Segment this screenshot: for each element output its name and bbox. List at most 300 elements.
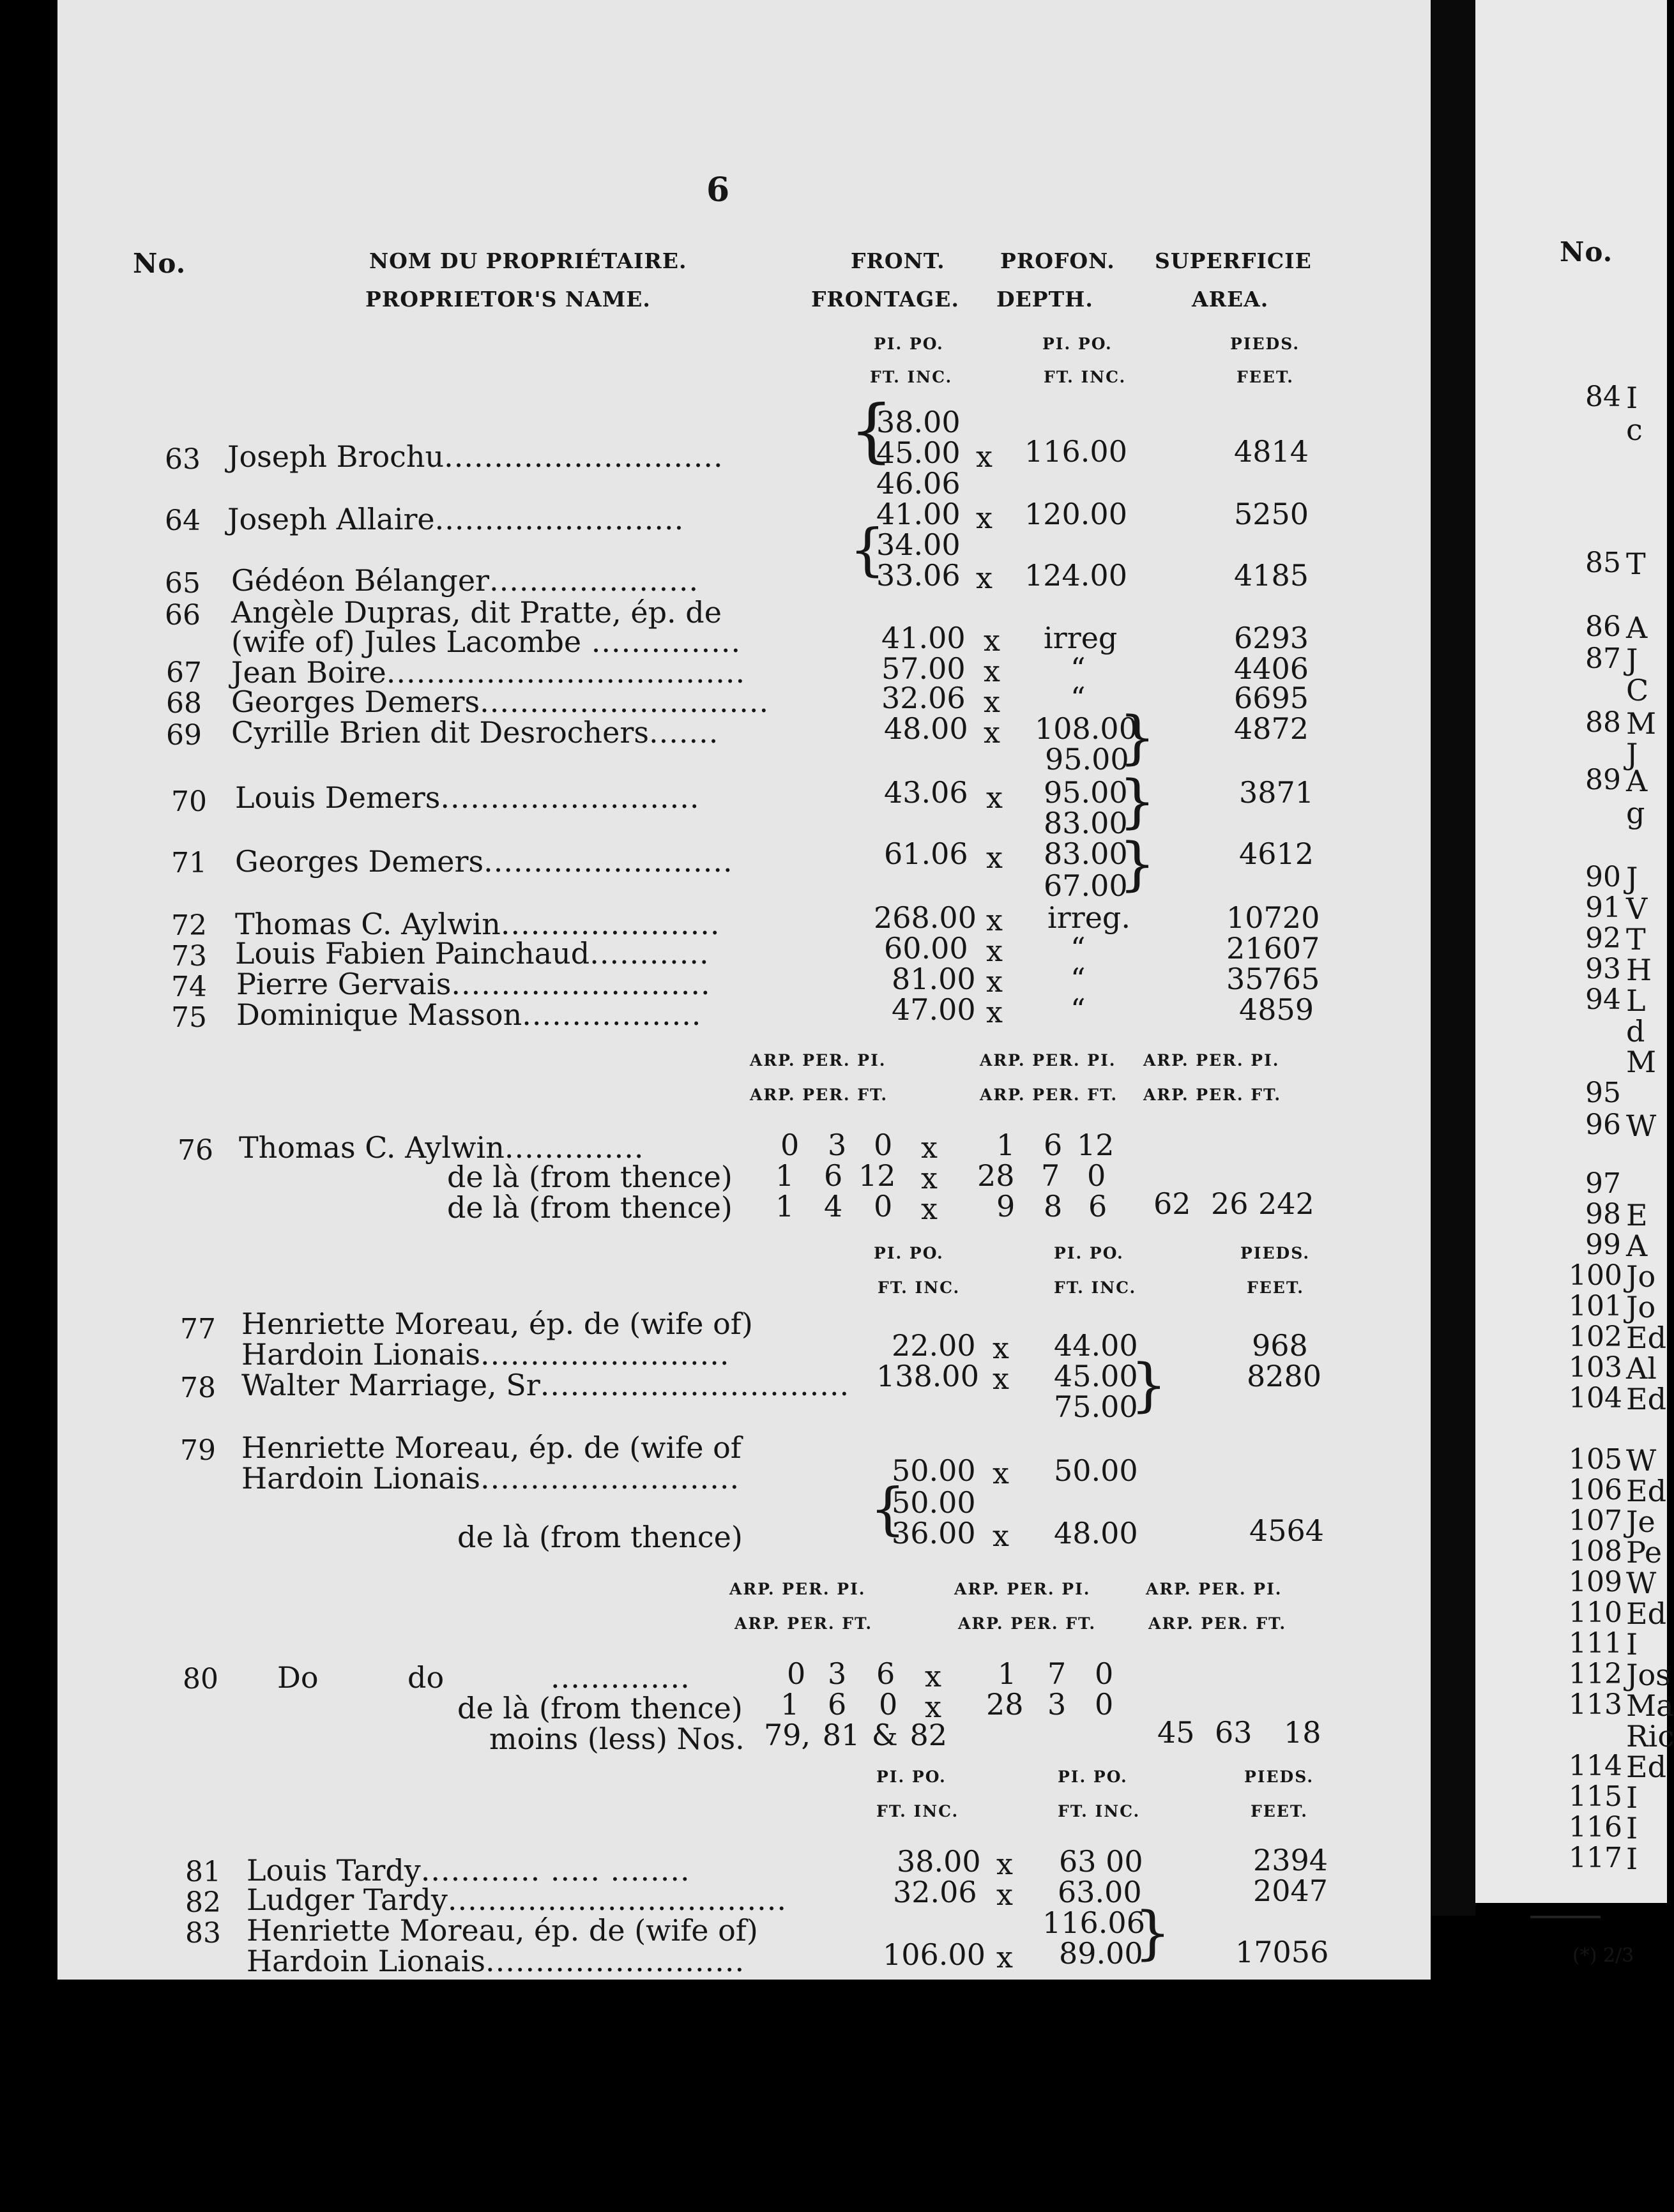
right-lot-number: 85 <box>1585 547 1621 579</box>
proprietor-name: Henriette Moreau, ép. de (wife of) <box>247 1913 758 1948</box>
unit-arpent-fr: ARP. PER. PI. <box>954 1580 1091 1598</box>
unit-arpent-fr: ARP. PER. PI. <box>1143 1051 1280 1070</box>
perch-value: 6 <box>1044 1128 1063 1162</box>
feet-value: 0 <box>1095 1687 1114 1722</box>
times-sign: x <box>925 1659 941 1693</box>
proprietor-name: Joseph Allaire......................... <box>227 502 685 536</box>
arpent-value: 1 <box>998 1656 1017 1691</box>
footnote: (*) 2/3 <box>1572 1944 1634 1967</box>
lot-number: 77 <box>180 1313 216 1345</box>
perch-value: 6 <box>824 1158 843 1193</box>
area-value: 4859 <box>1239 992 1314 1027</box>
area-value: 6293 <box>1234 621 1309 655</box>
right-name-fragment: I <box>1626 1811 1638 1845</box>
right-name-fragment: Al <box>1626 1351 1657 1386</box>
area-value: 35765 <box>1226 962 1320 996</box>
perch-value: 7 <box>1047 1656 1067 1691</box>
header-area-fr: SUPERFICIE <box>1155 248 1312 273</box>
right-lot-number: 101 <box>1569 1290 1622 1322</box>
times-sign: x <box>993 1519 1009 1553</box>
right-lot-number: 87 <box>1585 642 1621 675</box>
right-lot-number: 116 <box>1569 1811 1622 1844</box>
right-name-fragment: A <box>1626 610 1648 645</box>
unit-arpent-en: ARP. PER. FT. <box>958 1614 1097 1633</box>
right-name-fragment: T <box>1626 547 1646 581</box>
times-sign: x <box>993 1331 1009 1365</box>
from-thence-label: de là (from thence) <box>447 1190 733 1225</box>
right-lot-number: 86 <box>1585 610 1621 643</box>
right-name-fragment: I <box>1626 381 1638 415</box>
proprietor-name: Cyrille Brien dit Desrochers....... <box>231 715 719 750</box>
right-lot-number: 112 <box>1569 1658 1622 1690</box>
area-value: 4612 <box>1239 837 1314 871</box>
perch-value: 4 <box>824 1189 843 1223</box>
right-name-fragment: Ed <box>1626 1596 1667 1631</box>
perch-value: 7 <box>1041 1158 1060 1193</box>
header-no: No. <box>133 248 186 279</box>
right-lot-number: 117 <box>1569 1842 1622 1874</box>
page-gutter <box>1431 0 1475 1916</box>
right-name-fragment: T <box>1626 922 1646 957</box>
frontage-value: 36.00 <box>892 1516 976 1550</box>
right-lot-number: 84 <box>1585 381 1621 413</box>
right-lot-number: 93 <box>1585 953 1621 985</box>
right-lot-number: 103 <box>1569 1351 1622 1384</box>
area-value: 4564 <box>1249 1513 1325 1548</box>
right-name-fragment: Jo <box>1626 1259 1656 1294</box>
right-lot-number: 89 <box>1585 764 1621 796</box>
frontage-value: 22.00 <box>892 1328 976 1363</box>
right-name-fragment: A <box>1626 1229 1648 1263</box>
depth-value: 89.00 <box>1059 1936 1143 1971</box>
right-name-fragment: Jos <box>1626 1658 1671 1692</box>
depth-value: 63.00 <box>1058 1875 1142 1909</box>
right-name-fragment: Ma <box>1626 1688 1674 1723</box>
unit-depth-fr: PI. PO. <box>1042 335 1113 353</box>
lot-number: 81 <box>185 1856 221 1888</box>
feet-value: 12 <box>1077 1128 1115 1162</box>
header-front-fr: FRONT. <box>851 248 945 273</box>
proprietor-name: Henriette Moreau, ép. de (wife of) <box>241 1307 753 1341</box>
frontage-brace: { <box>849 517 885 582</box>
header-front-en: FRONTAGE. <box>811 287 959 312</box>
arpent-value: 1 <box>996 1128 1016 1162</box>
unit-arpent-fr: ARP. PER. PI. <box>729 1580 866 1598</box>
proprietor-name: Henriette Moreau, ép. de (wife of <box>241 1430 742 1465</box>
frontage-value: 32.06 <box>893 1875 977 1909</box>
right-lot-number: 115 <box>1569 1780 1622 1813</box>
frontage-value: 50.00 <box>892 1453 976 1488</box>
times-sign: x <box>996 1847 1013 1881</box>
frontage-value: 38.00 <box>876 405 961 439</box>
right-lot-number: 90 <box>1585 861 1621 893</box>
times-sign: x <box>984 623 1000 658</box>
proprietor-name: Walter Marriage, Sr............................... <box>241 1368 850 1402</box>
proprietor-name: Jean Boire.................................... <box>231 655 746 690</box>
proprietor-name: Louis Fabien Painchaud............ <box>235 936 710 971</box>
frontage-value: 47.00 <box>892 992 976 1027</box>
frontage-value: 34.00 <box>876 527 961 562</box>
right-name-fragment: W <box>1626 1109 1657 1143</box>
right-lot-number: 113 <box>1569 1688 1622 1721</box>
area-perch: 26 <box>1211 1186 1249 1221</box>
right-lot-number: 96 <box>1585 1109 1621 1141</box>
page-number: 6 <box>706 170 730 209</box>
lot-number: 65 <box>165 567 201 600</box>
unit-frontage-fr: PI. PO. <box>876 1768 947 1786</box>
area-value: 2047 <box>1253 1874 1328 1908</box>
right-name-fragment: g <box>1626 796 1645 830</box>
perch-value: 6 <box>828 1687 847 1722</box>
feet-value: 6 <box>1088 1189 1107 1223</box>
right-name-fragment: Ed <box>1626 1474 1667 1508</box>
times-sign: x <box>984 685 1000 719</box>
lot-number: 69 <box>166 719 202 752</box>
header-name-fr: NOM DU PROPRIÉTAIRE. <box>369 248 687 273</box>
lot-number: 80 <box>183 1663 218 1695</box>
depth-brace: } <box>1134 1900 1171 1967</box>
times-sign: x <box>986 995 1003 1029</box>
lot-number: 71 <box>171 847 207 879</box>
lot-number: 73 <box>171 940 207 973</box>
depth-ditto: “ <box>1070 651 1086 686</box>
right-name-fragment: J <box>1626 737 1638 771</box>
arpent-value: 0 <box>787 1656 806 1691</box>
area-value: 8280 <box>1247 1359 1322 1393</box>
proprietor-name: Gédéon Bélanger..................... <box>231 563 699 598</box>
frontage-value: 81.00 <box>892 962 976 996</box>
area-value: 6695 <box>1234 681 1309 715</box>
lot-number: 68 <box>166 687 202 720</box>
frontage-value: 43.06 <box>884 775 968 810</box>
depth-value: irreg <box>1044 621 1118 655</box>
lot-number: 76 <box>178 1134 213 1167</box>
times-sign: x <box>976 439 993 474</box>
area-value: 4406 <box>1234 651 1309 686</box>
depth-value: 45.00 <box>1054 1359 1138 1393</box>
proprietor-name: Joseph Brochu............................ <box>227 439 724 474</box>
feet-value: 0 <box>1095 1656 1114 1691</box>
frontage-value: 48.00 <box>884 711 968 746</box>
right-lot-number: 98 <box>1585 1198 1621 1231</box>
header-area-en: AREA. <box>1192 287 1269 312</box>
frontage-value: 38.00 <box>897 1844 981 1879</box>
area-value: 21607 <box>1226 931 1320 966</box>
right-name-fragment: Ed <box>1626 1382 1667 1416</box>
area-value: 17056 <box>1235 1935 1329 1969</box>
depth-value: 48.00 <box>1054 1516 1138 1550</box>
right-lot-number: 91 <box>1585 891 1621 924</box>
feet-value: 0 <box>1087 1158 1106 1193</box>
frontage-value: 41.00 <box>881 621 966 655</box>
right-lot-number: 107 <box>1569 1504 1622 1537</box>
depth-ditto: “ <box>1070 931 1086 966</box>
depth-value: 44.00 <box>1054 1328 1138 1363</box>
arpent-value: 0 <box>780 1128 800 1162</box>
right-name-fragment: Jo <box>1626 1290 1656 1324</box>
unit-area-fr: PIEDS. <box>1244 1768 1314 1786</box>
frontage-value: 50.00 <box>892 1485 976 1520</box>
area-value: 4872 <box>1234 711 1309 746</box>
frontage-value: 45.00 <box>876 436 961 470</box>
unit-depth-fr: PI. PO. <box>1054 1244 1124 1262</box>
proprietor-name: Thomas C. Aylwin.............. <box>239 1130 644 1165</box>
depth-value: 95.00 <box>1044 775 1128 810</box>
unit-arpent-fr: ARP. PER. PI. <box>980 1051 1116 1070</box>
times-sign: x <box>976 561 993 595</box>
times-sign: x <box>921 1161 938 1195</box>
area-feet: 18 <box>1284 1715 1321 1750</box>
excluded-lots: 79, 81 & 82 <box>764 1718 948 1752</box>
right-lot-number: 110 <box>1569 1596 1622 1629</box>
right-lot-number: 114 <box>1569 1750 1622 1782</box>
proprietor-name: Georges Demers......................... <box>235 844 733 879</box>
right-lot-number: 97 <box>1585 1167 1621 1200</box>
unit-frontage-fr: PI. PO. <box>874 1244 944 1262</box>
lot-number: 75 <box>171 1001 207 1034</box>
right-name-fragment: M <box>1626 1045 1657 1079</box>
unit-arpent-en: ARP. PER. FT. <box>1148 1614 1287 1633</box>
depth-ditto: “ <box>1070 681 1086 715</box>
perch-value: 3 <box>1047 1687 1067 1722</box>
proprietor-name-continued: Hardoin Lionais.......................... <box>247 1944 745 1978</box>
right-lot-number: 94 <box>1585 983 1621 1016</box>
depth-brace: } <box>1119 831 1156 898</box>
times-sign: x <box>996 1877 1013 1912</box>
right-name-fragment: Pe <box>1626 1535 1663 1570</box>
depth-brace: } <box>1130 1352 1168 1419</box>
feet-value: 0 <box>874 1128 893 1162</box>
from-thence-label: de là (from thence) <box>457 1691 743 1725</box>
frontage-value: 138.00 <box>876 1359 979 1393</box>
right-lot-number: 111 <box>1569 1627 1622 1660</box>
perch-value: 3 <box>828 1128 847 1162</box>
unit-depth-en: FT. INC. <box>1054 1278 1137 1297</box>
times-sign: x <box>986 840 1003 875</box>
lot-number: 78 <box>180 1372 216 1404</box>
unit-arpent-en: ARP. PER. FT. <box>980 1086 1118 1104</box>
times-sign: x <box>984 654 1000 688</box>
depth-value: 83.00 <box>1044 806 1128 840</box>
right-name-fragment: d <box>1626 1014 1645 1049</box>
area-feet: 242 <box>1258 1186 1314 1221</box>
area-value: 968 <box>1252 1328 1308 1363</box>
depth-brace: } <box>1119 704 1156 771</box>
unit-arpent-en: ARP. PER. FT. <box>1143 1086 1282 1104</box>
times-sign: x <box>986 780 1003 815</box>
proprietor-name-continued: (wife of) Jules Lacombe ............... <box>231 625 742 659</box>
right-name-fragment: J <box>1626 642 1638 677</box>
depth-ditto: “ <box>1070 992 1086 1027</box>
frontage-brace: { <box>849 391 894 471</box>
lot-number: 70 <box>171 785 207 818</box>
depth-value: 120.00 <box>1024 497 1127 531</box>
perch-value: 3 <box>828 1656 847 1691</box>
proprietor-name: Louis Tardy............ ..... ........ <box>247 1853 690 1888</box>
unit-frontage-fr: PI. PO. <box>874 335 944 353</box>
right-lot-number: 108 <box>1569 1535 1622 1568</box>
lot-number: 63 <box>165 443 201 476</box>
unit-arpent-en: ARP. PER. FT. <box>734 1614 873 1633</box>
times-sign: x <box>986 903 1003 937</box>
times-sign: x <box>984 715 1000 750</box>
unit-area-en: FEET. <box>1251 1802 1308 1821</box>
lot-number: 67 <box>166 656 202 689</box>
proprietor-name: Dominique Masson.................. <box>236 997 702 1032</box>
times-sign: x <box>925 1690 941 1724</box>
right-lot-number: 109 <box>1569 1566 1622 1598</box>
less-label: moins (less) Nos. <box>489 1722 745 1756</box>
right-name-fragment: I <box>1626 1627 1638 1662</box>
times-sign: x <box>993 1361 1009 1396</box>
right-header-no: No. <box>1560 236 1613 268</box>
unit-frontage-en: FT. INC. <box>876 1802 959 1821</box>
frontage-value: 32.06 <box>881 681 966 715</box>
times-sign: x <box>976 501 993 535</box>
frontage-value: 106.00 <box>883 1937 985 1972</box>
unit-frontage-en: FT. INC. <box>878 1278 961 1297</box>
unit-depth-en: FT. INC. <box>1044 368 1127 386</box>
area-value: 3871 <box>1239 775 1314 810</box>
proprietor-name: Louis Demers.......................... <box>235 780 700 815</box>
header-depth-en: DEPTH. <box>996 287 1093 312</box>
right-name-fragment: E <box>1626 1198 1648 1232</box>
proprietor-name: Georges Demers............................. <box>231 685 770 719</box>
proprietor-name: Angèle Dupras, dit Pratte, ép. de <box>231 595 722 630</box>
area-value: 4814 <box>1234 434 1309 469</box>
right-name-fragment: Ed <box>1626 1750 1667 1784</box>
right-name-fragment: V <box>1626 891 1648 926</box>
feet-value: 12 <box>858 1158 896 1193</box>
right-name-fragment: C <box>1626 673 1649 708</box>
unit-depth-en: FT. INC. <box>1058 1802 1141 1821</box>
arpent-value: 1 <box>775 1189 795 1223</box>
frontage-brace: { <box>870 1476 906 1542</box>
depth-value: 124.00 <box>1024 558 1127 593</box>
ditto-name: Do <box>277 1660 319 1695</box>
lot-number: 72 <box>171 909 207 942</box>
depth-value: 83.00 <box>1044 837 1128 871</box>
perch-value: 8 <box>1044 1189 1063 1223</box>
lot-number: 79 <box>180 1434 216 1467</box>
unit-area-en: FEET. <box>1236 368 1294 386</box>
depth-value: 63 00 <box>1059 1844 1143 1879</box>
proprietor-name: Thomas C. Aylwin...................... <box>235 907 720 941</box>
frontage-value: 46.06 <box>876 466 961 501</box>
arpent-value: 28 <box>977 1158 1015 1193</box>
right-lot-number: 105 <box>1569 1443 1622 1476</box>
unit-area-fr: PIEDS. <box>1240 1244 1311 1262</box>
depth-value: 67.00 <box>1044 868 1128 903</box>
header-name-en: PROPRIETOR'S NAME. <box>365 287 651 312</box>
right-name-fragment: L <box>1626 983 1646 1018</box>
area-value: 4185 <box>1234 558 1309 593</box>
frontage-value: 268.00 <box>874 900 977 935</box>
times-sign: x <box>993 1456 1009 1490</box>
depth-value: 95.00 <box>1045 742 1129 776</box>
frontage-value: 41.00 <box>876 497 961 531</box>
right-name-fragment: I <box>1626 1842 1638 1876</box>
unit-area-fr: PIEDS. <box>1230 335 1300 353</box>
right-name-fragment: W <box>1626 1566 1657 1600</box>
depth-value: 108.00 <box>1035 711 1138 746</box>
right-lot-number: 88 <box>1585 706 1621 739</box>
times-sign: x <box>986 964 1003 999</box>
depth-value: 116.06 <box>1042 1905 1145 1940</box>
area-perch: 63 <box>1215 1715 1252 1750</box>
right-name-fragment: Ric <box>1626 1719 1674 1754</box>
right-lot-number: 99 <box>1585 1229 1621 1261</box>
arpent-value: 9 <box>996 1189 1016 1223</box>
area-value: 5250 <box>1234 497 1309 531</box>
times-sign: x <box>921 1192 938 1226</box>
depth-value: 50.00 <box>1054 1453 1138 1488</box>
lot-number: 83 <box>185 1917 221 1950</box>
depth-value: irreg. <box>1047 900 1130 935</box>
right-name-fragment: Ed <box>1626 1321 1667 1355</box>
frontage-value: 60.00 <box>884 931 968 966</box>
arpent-value: 1 <box>775 1158 795 1193</box>
right-name-fragment: A <box>1626 764 1648 798</box>
unit-area-en: FEET. <box>1247 1278 1304 1297</box>
from-thence-label: de là (from thence) <box>457 1520 743 1554</box>
lot-number: 64 <box>165 504 201 537</box>
frontage-value: 57.00 <box>881 651 966 686</box>
unit-arpent-en: ARP. PER. FT. <box>750 1086 888 1104</box>
times-sign: x <box>996 1940 1013 1974</box>
proprietor-name: Ludger Tardy.................................. <box>247 1882 788 1917</box>
right-lot-number: 106 <box>1569 1474 1622 1506</box>
area-arpent: 62 <box>1153 1186 1191 1221</box>
right-lot-number: 95 <box>1585 1077 1621 1109</box>
unit-depth-fr: PI. PO. <box>1058 1768 1128 1786</box>
right-name-fragment: Je <box>1626 1504 1655 1539</box>
lot-number: 82 <box>185 1886 221 1919</box>
depth-value: 75.00 <box>1054 1390 1138 1424</box>
lot-number: 74 <box>171 971 207 1003</box>
arpent-value: 28 <box>986 1687 1024 1722</box>
right-lot-number: 92 <box>1585 922 1621 955</box>
depth-brace: } <box>1119 768 1156 835</box>
leader-dots: .............. <box>551 1660 690 1695</box>
footnote-rule <box>1530 1916 1601 1918</box>
right-name-fragment: H <box>1626 953 1652 987</box>
right-name-fragment: J <box>1626 861 1638 895</box>
times-sign: x <box>921 1130 938 1165</box>
area-value: 10720 <box>1226 900 1320 935</box>
right-lot-number: 104 <box>1569 1382 1622 1414</box>
frontage-value: 61.06 <box>884 837 968 871</box>
right-name-fragment: W <box>1626 1443 1657 1478</box>
right-name-fragment: I <box>1626 1780 1638 1815</box>
right-name-fragment: M <box>1626 706 1657 741</box>
times-sign: x <box>986 934 1003 968</box>
proprietor-name: Pierre Gervais.......................... <box>236 967 711 1001</box>
area-value: 2394 <box>1253 1843 1328 1877</box>
depth-value: 116.00 <box>1024 434 1127 469</box>
unit-frontage-en: FT. INC. <box>870 368 953 386</box>
arpent-value: 1 <box>780 1687 800 1722</box>
frontage-value: 33.06 <box>876 558 961 593</box>
unit-arpent-fr: ARP. PER. PI. <box>1146 1580 1282 1598</box>
right-lot-number: 100 <box>1569 1259 1622 1292</box>
lot-number: 66 <box>165 599 201 632</box>
ditto-name: do <box>407 1660 445 1695</box>
feet-value: 0 <box>879 1687 898 1722</box>
right-lot-number: 102 <box>1569 1321 1622 1353</box>
feet-value: 6 <box>876 1656 895 1691</box>
proprietor-name-continued: Hardoin Lionais......................... <box>241 1337 730 1372</box>
